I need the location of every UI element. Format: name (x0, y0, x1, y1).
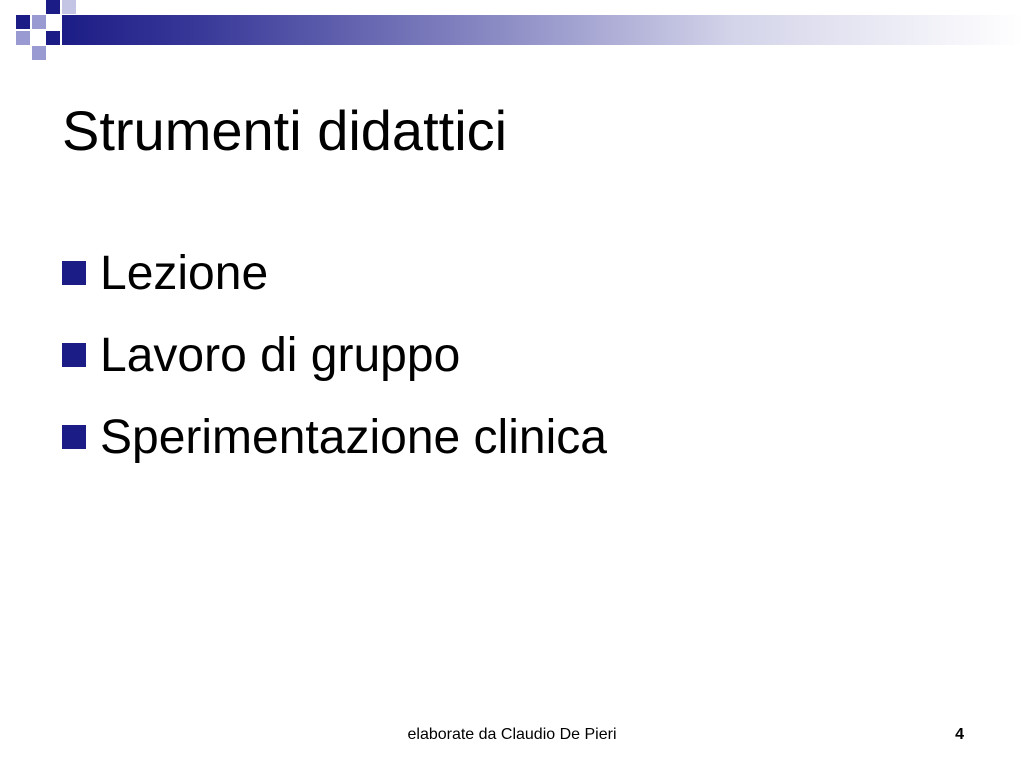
square-bullet-icon (62, 261, 86, 285)
square-bullet-icon (62, 425, 86, 449)
decor-square (32, 15, 46, 29)
bullet-item (62, 314, 607, 396)
square-bullet-icon (62, 343, 86, 367)
bullet-list (62, 232, 607, 478)
decor-square (16, 15, 30, 29)
header-gradient-bar (62, 15, 1024, 45)
decor-square (62, 0, 76, 14)
bullet-text: Sperimentazione clinica (100, 410, 607, 464)
bullet-text: Lezione (100, 246, 269, 300)
slide-footer: elaborate da Claudio De Pieri (407, 726, 617, 743)
page-number: 4 (955, 726, 964, 743)
decor-square (32, 46, 46, 60)
slide-title: Strumenti didattici (62, 99, 508, 162)
decor-square (46, 0, 60, 14)
decor-square (46, 31, 60, 45)
bullet-text: Lavoro di gruppo (100, 328, 461, 382)
bullet-item (62, 232, 607, 314)
bullet-item (62, 396, 607, 478)
decor-square (16, 31, 30, 45)
